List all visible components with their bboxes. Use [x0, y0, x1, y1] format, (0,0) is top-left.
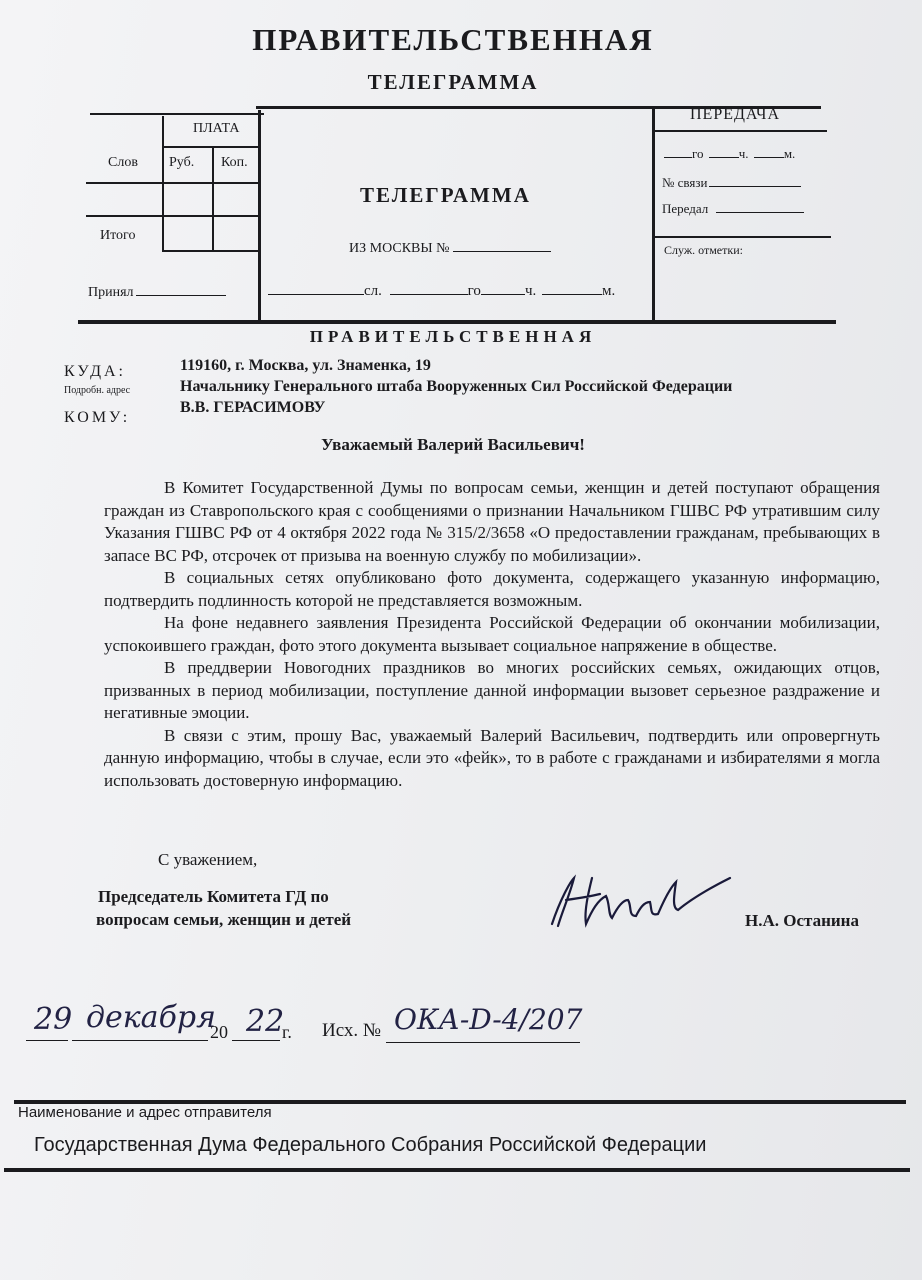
where-label: КУДА: — [64, 363, 126, 380]
detail-address-label: Подробн. адрес — [64, 385, 131, 396]
outgoing-number-label: Исх. № — [322, 1020, 382, 1041]
kop-label: Коп. — [221, 155, 248, 170]
signer-name: Н.А. Останина — [745, 911, 859, 930]
salutation: Уважаемый Валерий Васильевич! — [321, 435, 585, 454]
recipient-address: 119160, г. Москва, ул. Знаменка, 19 — [180, 357, 431, 374]
sender-name: Государственная Дума Федерального Собрания Российской Федерации — [34, 1134, 707, 1156]
document-title: ПРАВИТЕЛЬСТВЕННАЯ — [252, 22, 654, 57]
total-label: Итого — [100, 228, 136, 243]
recipient-position: Начальнику Генерального штаба Вооруженных Сил Российской Федерации — [180, 378, 733, 395]
letter-paragraph: В преддверии Новогодних праздников во многих российских семьях, ожидающих отцов, призванных в период мобилизации, поступление данной информации вызовет серьезное раздражение и негативные эмоции. — [104, 658, 880, 722]
time-line: сл. го ч. м. — [268, 283, 615, 300]
signer-title-line-2: вопросам семьи, женщин и детей — [96, 910, 352, 929]
center-telegram-title: ТЕЛЕГРАММА — [360, 183, 531, 207]
received-label: Принял — [88, 285, 226, 301]
transfer-time: го ч. м. — [664, 146, 795, 162]
letter-paragraph: В социальных сетях опубликовано фото документа, содержащего указанную информацию, подтвердить подлинность которой не представляется возможным. — [104, 568, 880, 610]
link-no-field: № связи — [662, 175, 801, 191]
letter-paragraph: В Комитет Государственной Думы по вопросам семьи, женщин и детей поступают обращения граждан из Ставропольского края с сообщениями о признании Начальником ГШВС РФ утратившим силу Указания ГШВС РФ от 4 октября 2022 года № 315/2/3658 «О предоставлении гражданам, пребывающих в запасе ВС РФ, отсрочек от призыва на военную службу по мобилизации». — [104, 478, 880, 565]
pay-label: ПЛАТА — [193, 121, 240, 136]
rub-label: Руб. — [169, 155, 195, 170]
words-label: Слов — [108, 155, 138, 170]
date-month: декабря — [86, 1000, 216, 1035]
document-subtitle: ТЕЛЕГРАММА — [367, 70, 539, 94]
transmitted-field: Передал — [662, 201, 804, 217]
outgoing-number: ОКА-D-4/207 — [394, 1003, 583, 1036]
whom-label: КОМУ: — [64, 409, 131, 426]
date-year-suffix: 22 — [246, 1004, 285, 1039]
date-g: г. — [282, 1022, 292, 1042]
recipient-name: В.В. ГЕРАСИМОВУ — [180, 399, 326, 416]
transfer-label: ПЕРЕДАЧА — [690, 106, 780, 123]
from-moscow-field: ИЗ МОСКВЫ № — [349, 241, 551, 257]
closing: С уважением, — [158, 850, 258, 869]
date-day: 29 — [34, 1002, 73, 1037]
letter-paragraph: На фоне недавнего заявления Президента Российской Федерации об окончании мобилизации, успокоившего граждан, фото этого документа вызывает социальное напряжение в обществе. — [104, 613, 880, 655]
sender-bottom-rule — [4, 1168, 910, 1172]
signer-title-line-1: Председатель Комитета ГД по — [98, 887, 329, 906]
service-marks-label: Служ. отметки: — [664, 243, 743, 257]
category-label: ПРАВИТЕЛЬСТВЕННАЯ — [309, 327, 597, 346]
letter-paragraph: В связи с этим, прошу Вас, уважаемый Валерий Васильевич, подтвердить или опровергнуть данную информацию, чтобы в случае, если это «фейк», то в работе с гражданами и избирателями я могла использовать достоверную информацию. — [104, 725, 880, 790]
sender-label: Наименование и адрес отправителя — [18, 1104, 272, 1121]
handwritten-signature — [540, 860, 740, 940]
date-year-prefix: 20 — [210, 1022, 228, 1042]
letter-body — [104, 477, 880, 792]
